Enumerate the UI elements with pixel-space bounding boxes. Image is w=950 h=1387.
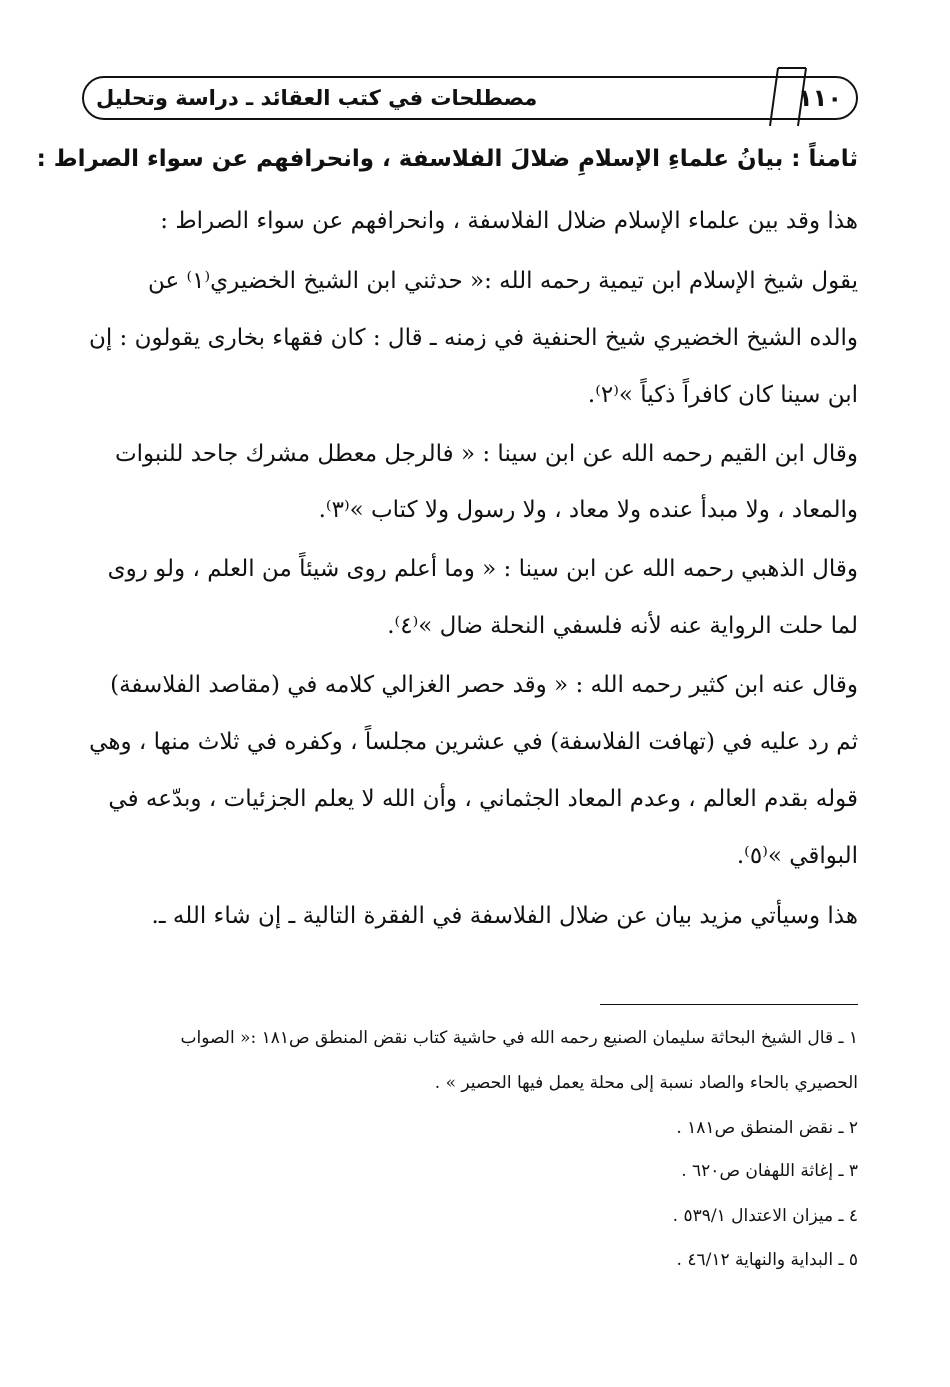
body-line: البواقي »⁽٥⁾. xyxy=(736,843,858,869)
footnote-separator xyxy=(600,1004,858,1005)
body-line: وقال ابن القيم رحمه الله عن ابن سينا : « فالرجل معطل مشرك جاحد للنبوات xyxy=(114,441,858,467)
footnote-line: ٤ ـ ميزان الاعتدال ٥٣٩/١ . xyxy=(672,1206,858,1226)
footnote-line: ٢ ـ نقض المنطق ص١٨١ . xyxy=(676,1118,858,1138)
body-line: ابن سينا كان كافراً ذكياً »⁽٢⁾. xyxy=(587,382,858,408)
footnote-line: الحصيري بالحاء والصاد نسبة إلى محلة يعمل فيها الحصير » . xyxy=(434,1073,858,1093)
footnote-line: ٣ ـ إغاثة اللهفان ص٦٢٠ . xyxy=(681,1161,858,1181)
body-line: وقال عنه ابن كثير رحمه الله : « وقد حصر الغزالي كلامه في (مقاصد الفلاسفة) xyxy=(110,672,858,698)
body-line: والده الشيخ الخضيري شيخ الحنفية في زمنه ـ قال : كان فقهاء بخارى يقولون : إن xyxy=(88,325,858,351)
body-line: لما حلت الرواية عنه لأنه فلسفي النحلة ضال »⁽٤⁾. xyxy=(387,613,858,639)
body-line: والمعاد ، ولا مبدأ عنده ولا معاد ، ولا رسول ولا كتاب »⁽٣⁾. xyxy=(318,497,858,523)
footnote-line: ٥ ـ البداية والنهاية ٤٦/١٢ . xyxy=(676,1250,858,1270)
running-header-title: مصطلحات في كتب العقائد ـ دراسة وتحليل xyxy=(96,86,538,110)
body-line: هذا وقد بين علماء الإسلام ضلال الفلاسفة ، وانحرافهم عن سواء الصراط : xyxy=(160,208,858,234)
page-number: ١١٠ xyxy=(798,84,842,112)
body-line: قوله بقدم العالم ، وعدم المعاد الجثماني ، وأن الله لا يعلم الجزئيات ، وبدّعه في xyxy=(108,786,858,812)
section-heading: ثامناً : بيانُ علماءِ الإسلامِ ضلالَ الفلاسفة ، وانحرافهم عن سواء الصراط : xyxy=(36,146,858,172)
body-line: يقول شيخ الإسلام ابن تيمية رحمه الله :« حدثني ابن الشيخ الخضيري⁽١⁾ عن xyxy=(147,268,858,294)
footnote-line: ١ ـ قال الشيخ البحاثة سليمان الصنيع رحمه الله في حاشية كتاب نقض المنطق ص١٨١ :« الصواب xyxy=(180,1028,858,1048)
body-line: وقال الذهبي رحمه الله عن ابن سينا : « وما أعلم روى شيئاً من العلم ، ولو روى xyxy=(107,556,858,582)
body-line: هذا وسيأتي مزيد بيان عن ضلال الفلاسفة في الفقرة التالية ـ إن شاء الله ـ. xyxy=(151,903,858,929)
body-line: ثم رد عليه في (تهافت الفلاسفة) في عشرين مجلساً ، وكفره في ثلاث منها ، وهي xyxy=(89,729,858,755)
